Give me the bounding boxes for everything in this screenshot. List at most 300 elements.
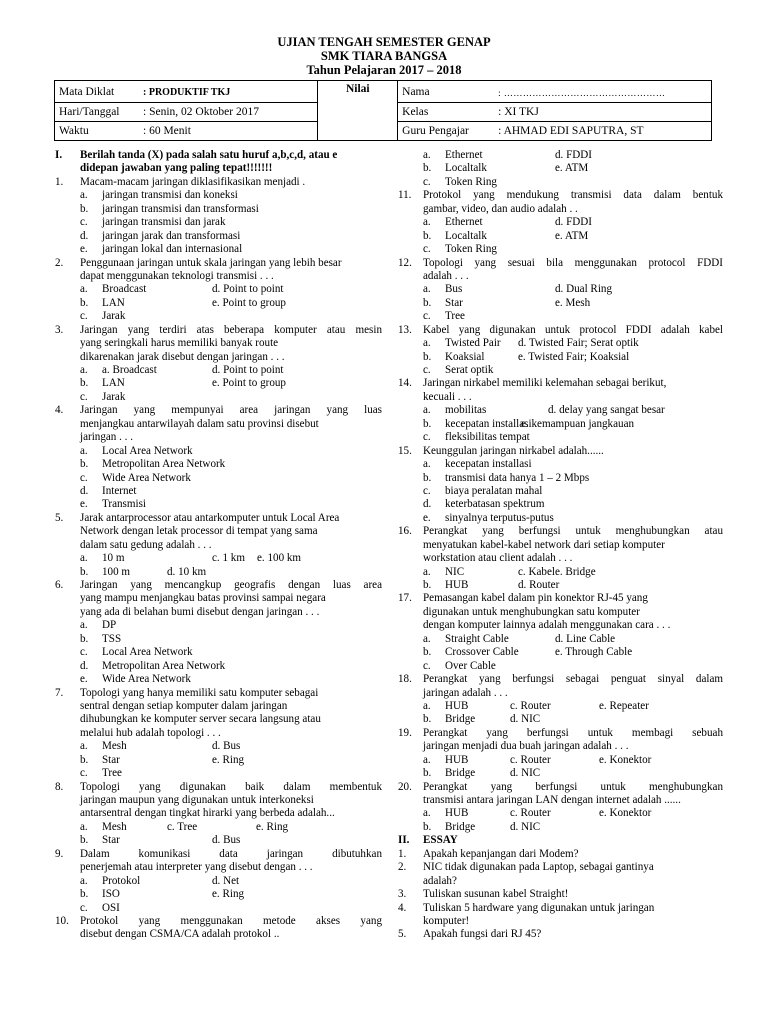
answer-option-row xyxy=(55,230,382,243)
question-text-line: digunakan untuk menghubungkan satu komputer xyxy=(423,605,640,618)
option-text: Star xyxy=(102,753,120,766)
question-item xyxy=(398,257,723,270)
option-text: 10 m xyxy=(102,552,125,565)
option-text: Twisted Pair xyxy=(445,337,501,350)
hari-tanggal-value: : Senin, 02 Oktober 2017 xyxy=(143,106,259,118)
option-text: Bridge xyxy=(445,713,476,726)
option-text: Tree xyxy=(445,310,465,323)
option-letter: c. xyxy=(80,310,88,323)
question-continuation xyxy=(55,431,382,444)
option-text: Star xyxy=(102,834,120,847)
answer-option-row xyxy=(398,512,723,525)
answer-option-row xyxy=(398,767,723,780)
option-text-second: e. Twisted Fair; Koaksial xyxy=(518,350,630,363)
option-letter: d. xyxy=(80,484,89,497)
option-text-second: e. kemampuan jangkauan xyxy=(521,417,635,430)
option-letter: a. xyxy=(80,189,88,202)
option-text: Bridge xyxy=(445,820,476,833)
question-number: 6. xyxy=(55,579,64,591)
option-letter: a. xyxy=(423,216,431,229)
option-text: Ethernet xyxy=(445,216,483,229)
question-text-line: workstation atau client adalah . . . xyxy=(423,552,573,565)
option-text: biaya peralatan mahal xyxy=(445,484,543,497)
option-text-second: d. Router xyxy=(518,579,560,591)
option-text: jaringan transmisi dan koneksi xyxy=(102,189,238,202)
answer-option-row xyxy=(55,445,382,458)
question-number: 18. xyxy=(398,673,412,686)
option-text-second: d. NIC xyxy=(510,713,541,726)
waktu-value: : 60 Menit xyxy=(143,125,191,137)
option-text-second: d. Point to point xyxy=(212,364,284,376)
answer-option-row xyxy=(55,740,382,753)
option-letter: e. xyxy=(80,243,88,256)
option-letter: c. xyxy=(80,390,88,403)
option-letter: c. xyxy=(423,310,431,323)
question-text: Jaringan yang mencangkup geografis dengan luas area xyxy=(80,579,382,591)
question-continuation xyxy=(55,861,382,874)
question-text: Dalam komunikasi data jaringan dibutuhkan xyxy=(80,847,382,860)
option-letter: a. xyxy=(80,740,88,753)
question-number: 1. xyxy=(398,847,407,860)
option-letter: b. xyxy=(423,162,432,175)
answer-option-row xyxy=(55,243,382,256)
answer-option-row xyxy=(398,243,723,256)
option-text: kecepatan installasi xyxy=(445,458,532,471)
option-text-second: e. Point to group xyxy=(212,296,286,309)
answer-option-row xyxy=(55,472,382,485)
nama-field: : …………………………………………… xyxy=(498,87,666,98)
question-item xyxy=(398,189,723,202)
question-text: Perangkat yang berfungsi untuk membagi sebuah xyxy=(423,726,723,739)
option-text-second: e. Ring xyxy=(212,888,245,901)
option-text-second: d. NIC xyxy=(510,767,541,780)
option-letter: a. xyxy=(80,444,88,457)
option-text: Localtalk xyxy=(445,229,487,242)
option-text: Over Cable xyxy=(445,659,496,672)
waktu-label: Waktu xyxy=(59,125,89,137)
question-item xyxy=(398,848,723,861)
question-text: Pemasangan kabel dalam pin konektor RJ-45 yang xyxy=(423,592,648,605)
question-text: Topologi yang sesuai bila menggunakan protocol FDDI xyxy=(423,256,723,269)
answer-option-row xyxy=(398,633,723,646)
option-letter: c. xyxy=(423,364,431,376)
question-text-line: dihubungkan ke komputer server secara langsung atau xyxy=(80,713,321,726)
option-text: Protokol xyxy=(102,874,141,887)
question-text: Topologi yang digunakan baik dalam membentuk xyxy=(80,780,382,793)
question-text-line: disebut dengan CSMA/CA adalah protokol .. xyxy=(80,928,280,941)
option-letter: c. xyxy=(80,767,88,780)
option-text: Metropolitan Area Network xyxy=(102,458,226,471)
question-text: Perangkat yang berfungsi untuk menghubungkan atau xyxy=(423,525,723,538)
option-letter: a. xyxy=(80,552,88,565)
option-text: Localtalk xyxy=(445,162,487,175)
school-name: SMK TIARA BANGSA xyxy=(320,49,448,63)
answer-option-row xyxy=(55,364,382,377)
question-continuation xyxy=(398,606,723,619)
option-text-second: d. Line Cable xyxy=(555,632,616,645)
option-text-second: c. Tree xyxy=(167,820,198,833)
question-text-line: penerjemah atau interpreter yang disebut dengan . . . xyxy=(80,861,313,874)
question-text-line: Network dengan letak processor di tempat yang sama xyxy=(80,525,318,538)
option-text: Crossover Cable xyxy=(445,646,519,659)
answer-option-row xyxy=(55,875,382,888)
question-number: 7. xyxy=(55,686,64,699)
option-letter: c. xyxy=(423,175,431,188)
question-text: Topologi yang hanya memiliki satu komputer sebagai xyxy=(80,686,319,699)
question-number: 10. xyxy=(55,914,69,927)
option-letter: b. xyxy=(80,834,89,847)
option-letter: c. xyxy=(80,216,88,229)
option-letter: a. xyxy=(80,619,88,632)
question-text-line: melalui hub adalah topologi . . . xyxy=(80,726,221,739)
option-text: Token Ring xyxy=(445,243,497,256)
option-text: Bridge xyxy=(445,767,476,780)
answer-option-row xyxy=(55,646,382,659)
option-letter: b. xyxy=(423,767,432,780)
option-text: Ethernet xyxy=(445,149,483,161)
option-text-second: e. Mesh xyxy=(555,296,591,309)
option-text-second: e. ATM xyxy=(555,162,589,175)
option-text: sinyalnya terputus-putus xyxy=(445,511,554,524)
option-letter: b. xyxy=(423,646,432,659)
option-letter: e. xyxy=(80,498,88,511)
option-text: fleksibilitas tempat xyxy=(445,431,530,444)
option-letter: b. xyxy=(423,350,432,363)
option-letter: e. xyxy=(80,673,88,686)
question-item xyxy=(398,888,723,901)
right-column xyxy=(398,149,723,942)
question-item xyxy=(55,848,382,861)
option-text: jaringan jarak dan transformasi xyxy=(102,229,241,242)
question-number: 13. xyxy=(398,323,412,336)
nama-label: Nama xyxy=(402,85,430,98)
option-letter: b. xyxy=(423,296,432,309)
option-letter: c. xyxy=(423,431,431,444)
question-item xyxy=(398,324,723,337)
answer-option-row xyxy=(398,566,723,579)
question-text: Perangkat yang berfungsi sebagai penguat sinyal dalam xyxy=(423,673,723,686)
answer-option-row xyxy=(55,310,382,323)
option-letter: b. xyxy=(423,713,432,726)
exam-title: UJIAN TENGAH SEMESTER GENAP xyxy=(277,35,491,49)
kelas-value: : XI TKJ xyxy=(498,106,539,118)
option-letter: d. xyxy=(423,498,432,511)
exam-info-table xyxy=(54,80,712,141)
question-text: Jarak antarprocessor atau antarkomputer untuk Local Area xyxy=(80,511,340,524)
question-continuation xyxy=(55,351,382,364)
question-text: Apakah fungsi dari RJ 45? xyxy=(423,928,542,941)
question-number: 5. xyxy=(55,511,64,524)
option-text-second: d. Bus xyxy=(212,740,241,753)
guru-label: Guru Pengajar xyxy=(402,125,469,137)
question-number: 2. xyxy=(398,861,407,874)
option-text-second: e. ATM xyxy=(555,229,589,242)
option-letter: b. xyxy=(80,888,89,901)
answer-option-row xyxy=(398,230,723,243)
question-number: 3. xyxy=(55,323,64,336)
question-text: Macam-macam jaringan diklasifikasikan menjadi . xyxy=(80,175,306,188)
answer-option-row xyxy=(55,660,382,673)
section-number: I. xyxy=(55,149,63,161)
question-text-line: yang mampu menjangkau batas provinsi sampai negara xyxy=(80,592,326,605)
option-text-second: c. Router xyxy=(510,807,551,820)
question-item xyxy=(55,176,382,189)
question-continuation xyxy=(398,915,723,928)
option-letter: b. xyxy=(423,579,432,591)
question-continuation xyxy=(55,606,382,619)
answer-option-row xyxy=(55,633,382,646)
question-item xyxy=(55,324,382,337)
option-letter: b. xyxy=(80,632,89,645)
question-item xyxy=(55,687,382,700)
question-number: 14. xyxy=(398,377,412,390)
answer-option-row xyxy=(55,391,382,404)
question-text: Apakah kepanjangan dari Modem? xyxy=(423,847,579,860)
question-text-line: adalah? xyxy=(423,874,457,887)
question-text: Kabel yang digunakan untuk protocol FDDI adalah kabel xyxy=(423,323,723,336)
option-text-second: e. Point to group xyxy=(212,377,286,390)
question-number: 12. xyxy=(398,256,412,269)
option-letter: a. xyxy=(423,807,431,820)
option-letter: c. xyxy=(80,471,88,484)
question-text-line: kecuali . . . xyxy=(423,390,472,403)
option-text: Mesh xyxy=(102,820,127,833)
question-item xyxy=(398,727,723,740)
answer-option-row xyxy=(398,404,723,417)
option-letter: a. xyxy=(423,149,431,161)
question-text-line: komputer! xyxy=(423,914,470,927)
answer-option-row xyxy=(55,566,382,579)
question-continuation xyxy=(55,807,382,820)
question-continuation xyxy=(398,794,723,807)
answer-option-row xyxy=(55,754,382,767)
answer-option-row xyxy=(55,767,382,780)
question-text-line: didepan jawaban yang paling tepat!!!!!!! xyxy=(80,162,273,175)
answer-option-row xyxy=(398,418,723,431)
option-text-third: e. 100 km xyxy=(257,552,302,565)
question-number: 3. xyxy=(398,888,407,901)
left-column xyxy=(55,149,382,942)
option-text: Local Area Network xyxy=(102,646,193,659)
option-text: LAN xyxy=(102,296,125,309)
option-text-second: d. Twisted Fair; Serat optik xyxy=(518,337,639,350)
question-number: 4. xyxy=(398,901,407,914)
hari-tanggal-label: Hari/Tanggal xyxy=(59,106,120,118)
option-text: Bus xyxy=(445,283,463,296)
option-text-second: e. Through Cable xyxy=(555,646,633,659)
question-text: Perangkat yang berfungsi untuk menghubungkan xyxy=(423,780,723,793)
question-text-line: adalah . . . xyxy=(423,269,469,282)
question-text-line: jaringan . . . xyxy=(80,431,133,444)
option-letter: e. xyxy=(423,511,431,524)
question-text-line: jaringan menjadi dua buah jaringan adalah . . . xyxy=(423,740,629,753)
answer-option-row xyxy=(55,552,382,565)
answer-option-row xyxy=(398,337,723,350)
question-continuation xyxy=(55,525,382,538)
answer-option-row xyxy=(55,485,382,498)
option-text: Broadcast xyxy=(102,283,147,296)
guru-value: : AHMAD EDI SAPUTRA, ST xyxy=(498,125,644,137)
option-letter: b. xyxy=(423,471,432,484)
section-instruction: Berilah tanda (X) pada salah satu huruf a,b,c,d, atau e xyxy=(80,149,338,161)
answer-option-row xyxy=(55,458,382,471)
option-text-third: e. Konektor xyxy=(599,753,652,766)
option-text: TSS xyxy=(102,632,122,645)
answer-option-row xyxy=(398,283,723,296)
option-text: Star xyxy=(445,296,463,309)
option-letter: b. xyxy=(80,458,89,471)
option-text: jaringan lokal dan internasional xyxy=(102,243,243,256)
answer-option-row xyxy=(55,834,382,847)
question-continuation xyxy=(398,875,723,888)
question-text-line: antarsentral dengan tingkat hirarki yang berbeda adalah... xyxy=(80,807,335,820)
question-item xyxy=(55,781,382,794)
question-item xyxy=(55,512,382,525)
question-item xyxy=(398,781,723,794)
school-year: Tahun Pelajaran 2017 – 2018 xyxy=(306,63,462,77)
answer-option-row xyxy=(398,458,723,471)
answer-option-row xyxy=(398,660,723,673)
option-text-second: d. Dual Ring xyxy=(555,283,613,296)
answer-option-row xyxy=(55,821,382,834)
option-text: kecepatan installasi xyxy=(445,417,532,430)
answer-option-row xyxy=(398,807,723,820)
question-number: 2. xyxy=(55,256,64,269)
option-text: Mesh xyxy=(102,740,127,753)
question-number: 19. xyxy=(398,726,412,739)
answer-option-row xyxy=(398,351,723,364)
question-item xyxy=(398,525,723,538)
option-letter: a. xyxy=(423,404,431,417)
option-text: jaringan transmisi dan transformasi xyxy=(102,202,259,215)
option-letter: a. xyxy=(423,632,431,645)
question-text: Tuliskan 5 hardware yang digunakan untuk jaringan xyxy=(423,901,655,914)
question-number: 4. xyxy=(55,404,64,417)
answer-option-row xyxy=(55,216,382,229)
option-letter: c. xyxy=(423,484,431,497)
question-continuation xyxy=(55,700,382,713)
question-text-line: gambar, video, dan audio adalah . . xyxy=(423,202,578,215)
option-letter: a. xyxy=(80,283,88,296)
option-text-second: c. Router xyxy=(510,753,551,766)
section-heading xyxy=(398,834,723,847)
answer-option-row xyxy=(398,472,723,485)
answer-option-row xyxy=(55,203,382,216)
option-letter: c. xyxy=(423,243,431,256)
option-text: Straight Cable xyxy=(445,632,509,645)
option-letter: d. xyxy=(80,229,89,242)
question-continuation xyxy=(55,162,382,175)
question-continuation xyxy=(398,391,723,404)
option-text: 100 m xyxy=(102,565,131,578)
option-text-third: e. Ring xyxy=(256,820,289,833)
option-text: Internet xyxy=(102,484,137,497)
question-continuation xyxy=(398,619,723,632)
option-letter: a. xyxy=(423,283,431,296)
option-letter: b. xyxy=(80,377,89,390)
question-item xyxy=(398,928,723,941)
option-text: a. Broadcast xyxy=(102,364,157,376)
option-text: NIC xyxy=(445,565,465,578)
question-continuation xyxy=(398,740,723,753)
answer-option-row xyxy=(398,646,723,659)
option-text: LAN xyxy=(102,377,125,390)
question-continuation xyxy=(55,337,382,350)
option-text-second: d. Bus xyxy=(212,834,241,847)
question-continuation xyxy=(398,687,723,700)
question-number: 17. xyxy=(398,592,412,605)
option-letter: c. xyxy=(423,659,431,672)
question-text: NIC tidak digunakan pada Laptop, sebagai gantinya xyxy=(423,861,654,874)
option-text-second: d. delay yang sangat besar xyxy=(548,404,665,417)
option-letter: a. xyxy=(423,337,431,350)
option-text: Tree xyxy=(102,767,122,780)
option-text: transmisi data hanya 1 – 2 Mbps xyxy=(445,471,590,484)
answer-option-row xyxy=(398,216,723,229)
question-number: 20. xyxy=(398,780,412,793)
option-text-second: d. Point to point xyxy=(212,283,284,296)
question-item xyxy=(398,592,723,605)
answer-option-row xyxy=(55,619,382,632)
option-text: Wide Area Network xyxy=(102,673,191,686)
question-text: Tuliskan susunan kabel Straight! xyxy=(423,888,569,901)
question-continuation xyxy=(398,539,723,552)
option-letter: a. xyxy=(80,874,88,887)
option-text: Metropolitan Area Network xyxy=(102,659,226,672)
question-text: Jaringan yang mempunyai area jaringan yang luas xyxy=(80,404,382,417)
question-item xyxy=(398,377,723,390)
question-item xyxy=(55,915,382,928)
question-text-line: yang ada di belahan bumi disebut dengan jaringan . . . xyxy=(80,605,320,618)
question-text: Jaringan yang terdiri atas beberapa komputer atau mesin xyxy=(80,323,382,336)
question-number: 9. xyxy=(55,847,64,860)
option-letter: a. xyxy=(423,753,431,766)
question-text-line: dapat menggunakan teknologi transmisi . . . xyxy=(80,269,274,282)
answer-option-row xyxy=(398,498,723,511)
question-item xyxy=(398,673,723,686)
option-text: Wide Area Network xyxy=(102,471,191,484)
answer-option-row xyxy=(398,713,723,726)
option-text: keterbatasan spektrum xyxy=(445,498,545,511)
option-text-second: d. FDDI xyxy=(555,149,592,161)
option-letter: b. xyxy=(80,202,89,215)
option-text: HUB xyxy=(445,753,469,766)
question-continuation xyxy=(55,928,382,941)
option-text: Koaksial xyxy=(445,350,485,363)
answer-option-row xyxy=(55,377,382,390)
option-text: Jarak xyxy=(102,310,126,323)
question-text: Penggunaan jaringan untuk skala jaringan yang lebih besar xyxy=(80,256,342,269)
option-text-third: e. Konektor xyxy=(599,807,652,820)
question-text: Protokol yang mendukung transmisi data dalam bentuk xyxy=(423,189,723,202)
option-letter: a. xyxy=(423,565,431,578)
mata-diklat-label: Mata Diklat xyxy=(59,85,115,98)
option-text: HUB xyxy=(445,699,469,712)
question-continuation xyxy=(55,418,382,431)
answer-option-row xyxy=(55,902,382,915)
answer-option-row xyxy=(55,189,382,202)
question-continuation xyxy=(55,727,382,740)
option-letter: b. xyxy=(423,229,432,242)
option-text: HUB xyxy=(445,807,469,820)
mata-diklat-value: : PRODUKTIF TKJ xyxy=(143,86,231,98)
question-item xyxy=(398,902,723,915)
answer-option-row xyxy=(398,700,723,713)
question-number: 5. xyxy=(398,928,407,941)
question-continuation xyxy=(55,270,382,283)
option-text-second: d. 10 km xyxy=(167,565,207,578)
answer-option-row xyxy=(398,162,723,175)
